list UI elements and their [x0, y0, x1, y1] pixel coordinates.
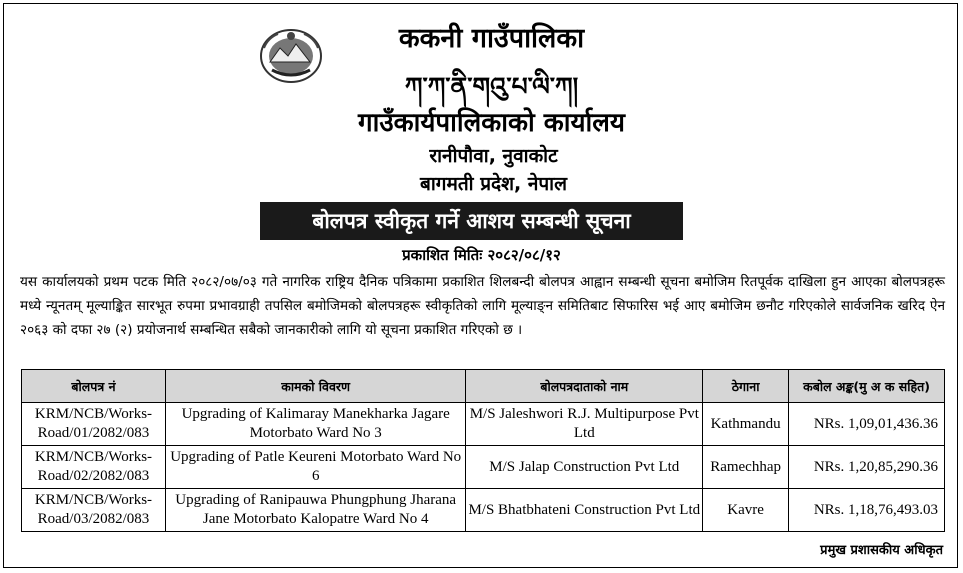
work-description-cell: Upgrading of Kalimaray Manekharka Jagare Motorbato Ward No 3	[165, 403, 466, 446]
bidder-name-cell: M/S Jaleshwori R.J. Multipurpose Pvt Ltd	[466, 403, 703, 446]
bid-number-cell: KRM/NCB/Works-Road/03/2082/083	[22, 489, 166, 532]
table-row	[22, 403, 945, 446]
bid-number-cell: KRM/NCB/Works-Road/02/2082/083	[22, 446, 166, 489]
municipality-name: ककनी गाउँपालिका	[398, 23, 585, 54]
address-cell: Kathmandu	[703, 403, 789, 446]
bid-amount-cell: NRs. 1,18,76,493.03	[789, 489, 945, 532]
office-name: गाउँकार्यपालिकाको कार्यालय	[358, 108, 625, 138]
address-cell: Ramechhap	[703, 446, 789, 489]
table-row	[22, 489, 945, 532]
header-work-description: कामको विवरण	[165, 370, 466, 403]
bidder-name-cell: M/S Jalap Construction Pvt Ltd	[466, 446, 703, 489]
bid-number-cell: KRM/NCB/Works-Road/01/2082/083	[22, 403, 166, 446]
bidder-name-cell: M/S Bhatbhateni Construction Pvt Ltd	[466, 489, 703, 532]
address-line-1: रानीपौवा, नुवाकोट	[429, 145, 558, 167]
work-description-cell: Upgrading of Patle Keureni Motorbato Ward No 6	[165, 446, 466, 489]
work-description-cell: Upgrading of Ranipauwa Phungphung Jharana Jane Motorbato Kalopatre Ward No 4	[165, 489, 466, 532]
published-date: प्रकाशित मितिः २०८२/०८/१२	[402, 246, 561, 264]
header-bidder-name: बोलपत्रदाताको नाम	[466, 370, 703, 403]
signature-title: प्रमुख प्रशासकीय अधिकृत	[820, 543, 943, 558]
bid-amount-cell: NRs. 1,09,01,436.36	[789, 403, 945, 446]
notice-title: बोलपत्र स्वीकृत गर्ने आशय सम्बन्धी सूचना	[260, 202, 683, 240]
municipality-name-tibetan: ཀ་ཀ་ནི་གའུ་པ་ལི་ཀ།	[404, 72, 579, 101]
address-line-2: बागमती प्रदेश, नेपाल	[420, 173, 567, 195]
address-cell: Kavre	[703, 489, 789, 532]
bid-amount-cell: NRs. 1,20,85,290.36	[789, 446, 945, 489]
header-address: ठेगाना	[703, 370, 789, 403]
header-bid-amount: कबोल अङ्क(मु अ क सहित)	[789, 370, 945, 403]
header-bid-number: बोलपत्र नं	[22, 370, 166, 403]
table-row	[22, 446, 945, 489]
notice-body: यस कार्यालयको प्रथम पटक मिति २०८२/०७/०३ गते नागरिक राष्ट्रिय दैनिक पत्रिकामा प्रकाशित शिलबन्दी बोलपत्र आह्वान सम्बन्धी सूचना बमोजिम रितपूर्वक दाखिला हुन आएका बोलपत्रहरू मध्ये न्यूनतम् मूल्याङ्कित सारभूत रुपमा प्रभावग्राही तपसिल बमोजिमको बोलपत्रहरू स्वीकृतिको लागि मूल्याङ्न समितिबाट सिफारिस भई आए बमोजिम छनौट गरिएकोले सार्वजनिक खरिद ऐन २०६३ को दफा २७ (२) प्रयोजनार्थ सम्बन्धित सबैको जानकारीको लागि यो सूचना प्रकाशित गरिएको छ ।	[20, 274, 945, 338]
bid-table	[21, 369, 945, 532]
table-header-row	[22, 370, 945, 403]
